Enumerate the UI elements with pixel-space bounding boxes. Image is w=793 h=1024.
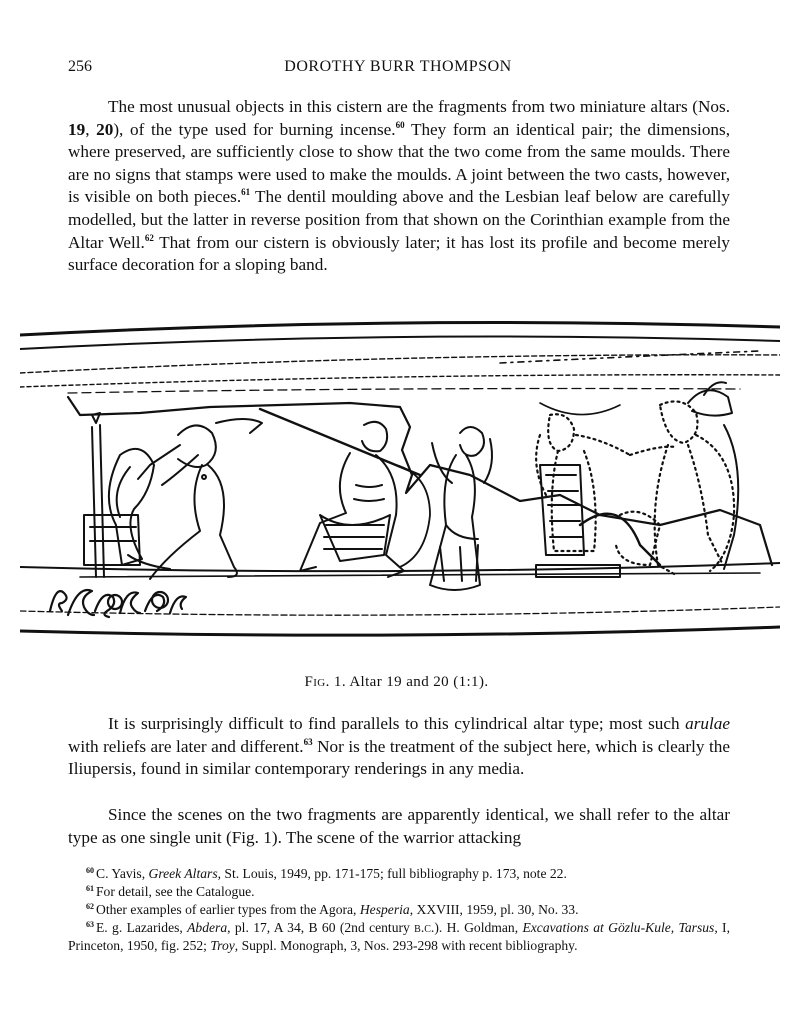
footnote-63: $^{63}$ E. g. Lazarides, Abdera, pl. 17, A 34, B 60 (2nd century b.c.). H. Goldman, Excavations at Gözlu-Kule, Tarsus, I, Princeton, 1950, fig. 252; Troy, Suppl. Monograph, 3, Nos. 293-298 with recent bibliography. (68, 920, 730, 953)
lesbian-leaf-band (50, 590, 186, 617)
page-header (68, 58, 728, 80)
footnote-ref-61[interactable]: 61 (241, 187, 251, 198)
running-title: DOROTHY BURR THOMPSON (284, 58, 512, 75)
altar-relief-figure (20, 315, 780, 645)
body-paragraph-1: The most unusual objects in this cistern are the fragments from two miniature altars (Nos. 19, 20), of the type used for burning incense.$^{60}$ They form an identical pair; the dimensions, where preserved, are sufficiently close to show that the two come from the same moulds. There are no signs that stamps were used to make the moulds. A joint between the two casts, however, is visible on both pieces.$^{61}$ The dentil moulding above and the Lesbian leaf below are carefully modelled, but the latter in reverse position from that shown on the Corinthian example from the Altar Well.$^{62}$ That from our cistern is obviously later; it has lost its profile and become merely surface decoration for a sloping band. (68, 97, 731, 275)
footnote-62: $^{62}$ Other examples of earlier types from the Agora, Hesperia, XXVIII, 1959, pl. 30, No. 33. (86, 902, 579, 917)
seated-figure (84, 413, 170, 577)
figure-caption-text: Altar 19 and 20 (1:1). (349, 674, 489, 690)
dentil-band-dotted (20, 355, 780, 373)
rim-line-bottom (20, 627, 780, 635)
body-paragraph-2: It is surprisingly difficult to find parallels to this cylindrical altar type; most such arulae with reliefs are later and different.$^{63}$ Nor is the treatment of the subject here, which is clearly the Iliupersis, found in similar contemporary renderings in any media. (68, 714, 730, 779)
restored-figures-dotted (536, 401, 734, 575)
female-figure (430, 427, 492, 590)
page-number: 256 (68, 58, 92, 75)
body-paragraph-3: Since the scenes on the two fragments are apparently identical, we shall refer to the altar type as one single unit (Fig. 1). The scene of the warrior attacking (68, 805, 730, 847)
altar-number-20: 20 (96, 119, 114, 139)
altar-block (536, 465, 620, 577)
arulae-term: arulae (685, 714, 730, 733)
footnote-ref-62[interactable]: 62 (144, 232, 154, 243)
figure-label: Fig. 1. (304, 674, 346, 690)
figure-caption (0, 674, 793, 691)
footnote-ref-60[interactable]: 60 (395, 119, 405, 130)
attacking-warrior (138, 419, 262, 579)
spear-warrior (260, 409, 430, 577)
footnote-61: $^{61}$ For detail, see the Catalogue. (86, 884, 255, 899)
rim-line-second (20, 337, 780, 350)
footnote-ref-63[interactable]: 63 (303, 736, 313, 747)
rim-line-top (20, 323, 780, 336)
altar-number-19: 19 (68, 119, 86, 139)
footnote-60: $^{60}$ C. Yavis, Greek Altars, St. Louis, 1949, pp. 171-175; full bibliography p. 173, note 22. (86, 866, 567, 881)
